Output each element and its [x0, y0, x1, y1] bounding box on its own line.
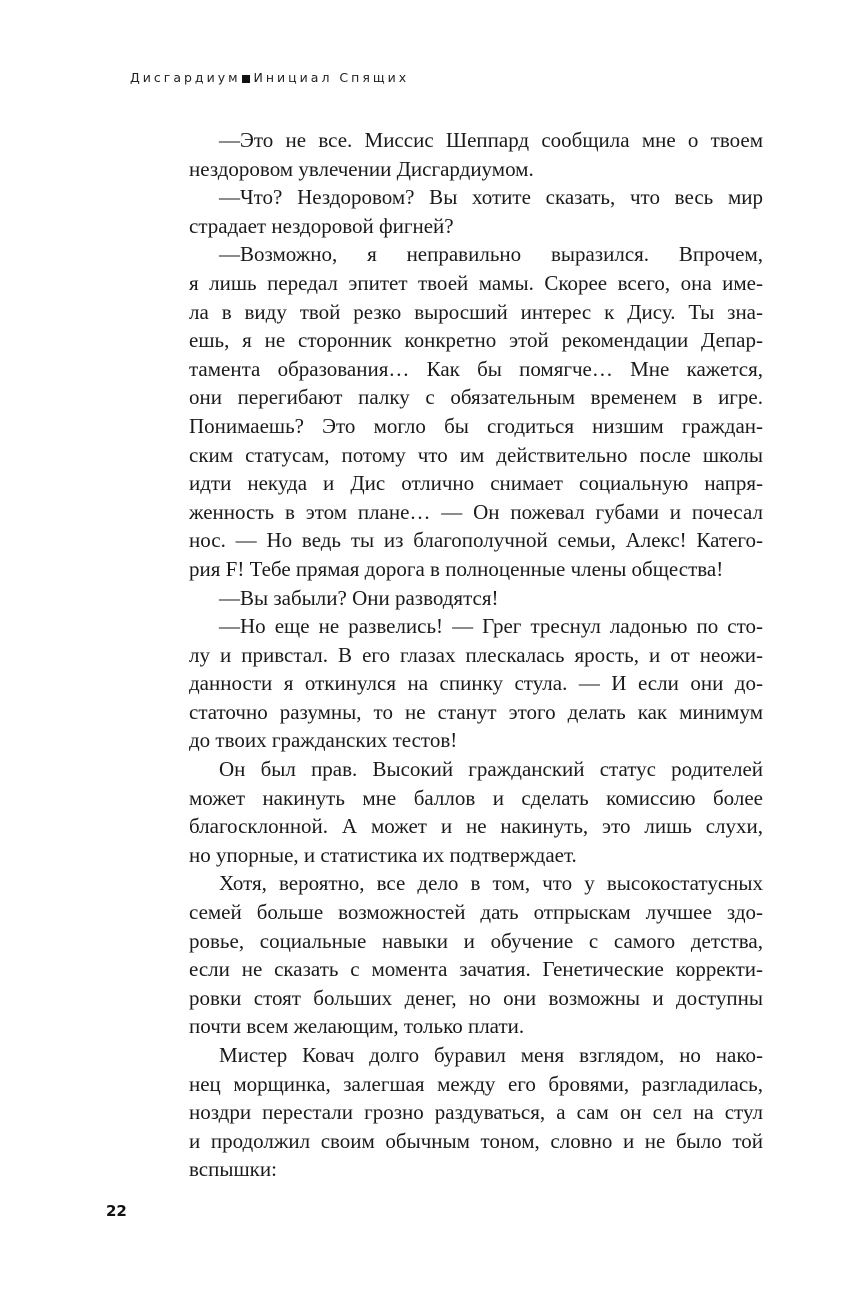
- text-line: ла в виду твой резко выросший интерес к Дису. Ты зна-: [189, 299, 763, 324]
- text-line: тамента образования… Как бы помягче… Мне кажется,: [189, 356, 763, 381]
- paragraph: [189, 126, 763, 183]
- text-line: рия F! Тебе прямая дорога в полноценные члены общества!: [189, 556, 724, 581]
- text-line: ноздри перестали грозно раздуваться, а сам он сел на стул: [189, 1100, 763, 1125]
- text-line: если не сказать с момента зачатия. Генетические корректи-: [189, 957, 763, 982]
- text-line: Понимаешь? Это могло бы сгодиться низшим граждан-: [189, 413, 763, 438]
- text-line: но упорные, и статистика их подтверждает.: [189, 842, 577, 867]
- text-line: ским статусам, потому что им действительно после школы: [189, 442, 763, 467]
- text-line: Мистер Ковач долго буравил меня взглядом, но нако-: [219, 1043, 763, 1067]
- text-line: ровки стоят больших денег, но они возможны и доступны: [189, 985, 763, 1010]
- paragraph: [189, 1041, 763, 1184]
- page-number: 22: [106, 1202, 127, 1220]
- text-line: данности я откинулся на спинку стула. — И если они до-: [189, 671, 763, 696]
- running-head: [130, 70, 409, 85]
- text-line: лу и привстал. В его глазах плескалась ярость, и от неожи-: [189, 642, 763, 667]
- text-line: —Это не все. Миссис Шеппард сообщила мне о твоем: [219, 128, 763, 152]
- text-line: идти некуда и Дис отлично снимает социальную напря-: [189, 471, 763, 496]
- text-line: статочно разумны, то не станут этого делать как минимум: [189, 699, 763, 724]
- text-line: страдает нездоровой фигней?: [189, 213, 454, 238]
- text-line: ровье, социальные навыки и обучение с самого детства,: [189, 928, 763, 953]
- text-line: благосклонной. А может и не накинуть, это лишь слухи,: [189, 814, 763, 839]
- running-head-title: Инициал Спящих: [253, 70, 410, 85]
- text-line: —Возможно, я неправильно выразился. Впрочем,: [219, 242, 763, 267]
- text-line: Он был прав. Высокий гражданский статус родителей: [219, 757, 763, 782]
- text-line: нец морщинка, залегшая между его бровями, разгладилась,: [189, 1071, 763, 1096]
- text-line: может накинуть мне баллов и сделать комиссию более: [189, 785, 763, 810]
- text-line: ешь, я не сторонник конкретно этой рекомендации Депар-: [189, 328, 763, 353]
- text-line: женность в этом плане… — Он пожевал губами и почесал: [189, 499, 763, 524]
- text-line: нос. — Но ведь ты из благополучной семьи, Алекс! Катего-: [189, 528, 763, 553]
- paragraph: [189, 584, 763, 613]
- text-line: почти всем желающим, только плати.: [189, 1014, 525, 1039]
- text-line: семей больше возможностей дать отпрыскам лучшее здо-: [189, 900, 763, 925]
- text-line: они перегибают палку с обязательным временем в игре.: [189, 385, 763, 410]
- paragraph: [189, 240, 763, 583]
- paragraph: [189, 183, 763, 240]
- body-text: [189, 126, 763, 1184]
- running-head-book: Дисгардиум: [130, 70, 241, 85]
- text-line: вспышки:: [189, 1157, 277, 1182]
- text-line: до твоих гражданских тестов!: [189, 728, 458, 753]
- paragraph: [189, 612, 763, 755]
- text-line: Хотя, вероятно, все дело в том, что у высокостатусных: [219, 871, 763, 896]
- paragraph: [189, 755, 763, 869]
- square-separator-icon: [242, 75, 250, 83]
- text-line: —Вы забыли? Они разводятся!: [219, 585, 499, 610]
- text-line: я лишь передал эпитет твоей мамы. Скорее всего, она име-: [189, 270, 763, 295]
- text-line: и продолжил своим обычным тоном, словно и не было той: [189, 1128, 763, 1153]
- text-line: —Что? Нездоровом? Вы хотите сказать, что весь мир: [219, 185, 763, 210]
- text-line: нездоровом увлечении Дисгардиумом.: [189, 156, 534, 181]
- text-line: —Но еще не развелись! — Грег треснул ладонью по сто-: [219, 614, 763, 639]
- paragraph: [189, 869, 763, 1041]
